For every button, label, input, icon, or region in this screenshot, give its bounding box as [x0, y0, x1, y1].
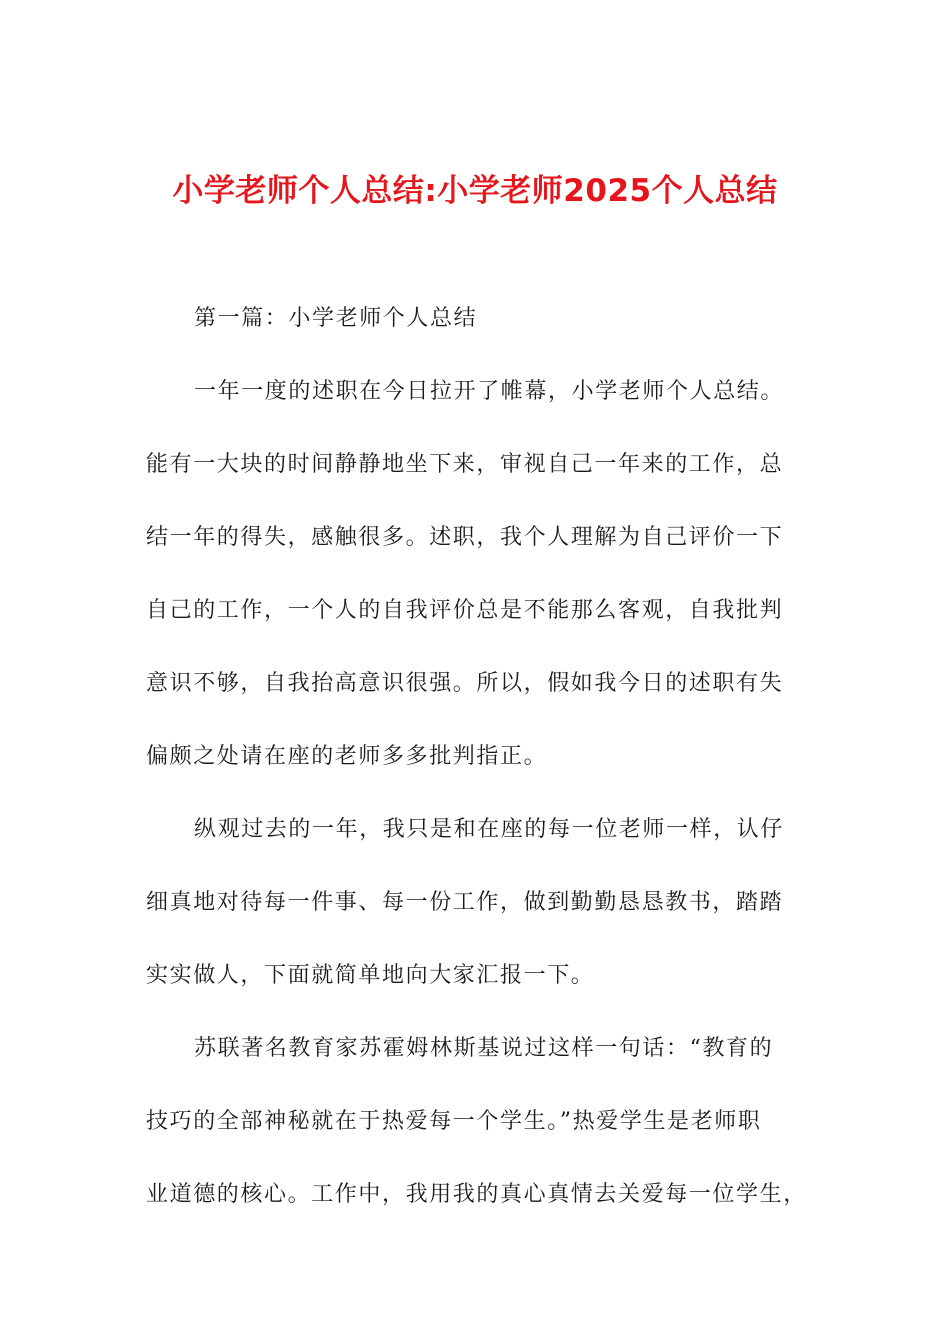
- paragraph-section-heading: [146, 282, 796, 355]
- document-body: [146, 282, 807, 1231]
- document-title: 小学老师个人总结:小学老师2025个人总结: [172, 172, 778, 209]
- text-line: 实实做人，下面就简单地向大家汇报一下。: [146, 963, 595, 988]
- text-line: 结一年的得失，感触很多。述职，我个人理解为自己评价一下: [146, 525, 784, 550]
- text-line: 技巧的全部神秘就在于热爱每一个学生。”热爱学生是老师职: [146, 1109, 762, 1134]
- text-line: 意识不够，自我抬高意识很强。所以，假如我今日的述职有失: [146, 671, 784, 696]
- paragraph-intro: [146, 355, 796, 793]
- text-line: 业道德的核心。工作中，我用我的真心真情去关爱每一位学生，: [146, 1182, 807, 1207]
- text-line: 纵观过去的一年，我只是和在座的每一位老师一样，认仔: [194, 817, 785, 842]
- text-line: 细真地对待每一件事、每一份工作，做到勤勤恳恳教书，踏踏: [146, 890, 784, 915]
- text-line: 偏颇之处请在座的老师多多批判指正。: [146, 744, 548, 769]
- text-line: 自己的工作，一个人的自我评价总是不能那么客观，自我批判: [146, 598, 784, 623]
- paragraph-review: [146, 793, 796, 1012]
- text-line: 一年一度的述职在今日拉开了帷幕，小学老师个人总结。: [194, 379, 785, 404]
- text-line: 能有一大块的时间静静地坐下来，审视自己一年来的工作，总: [146, 452, 784, 477]
- paragraph-quote: [146, 1012, 807, 1231]
- text-line: 第一篇：小学老师个人总结: [194, 306, 478, 331]
- text-line: 苏联著名教育家苏霍姆林斯基说过这样一句话：“教育的: [194, 1036, 774, 1061]
